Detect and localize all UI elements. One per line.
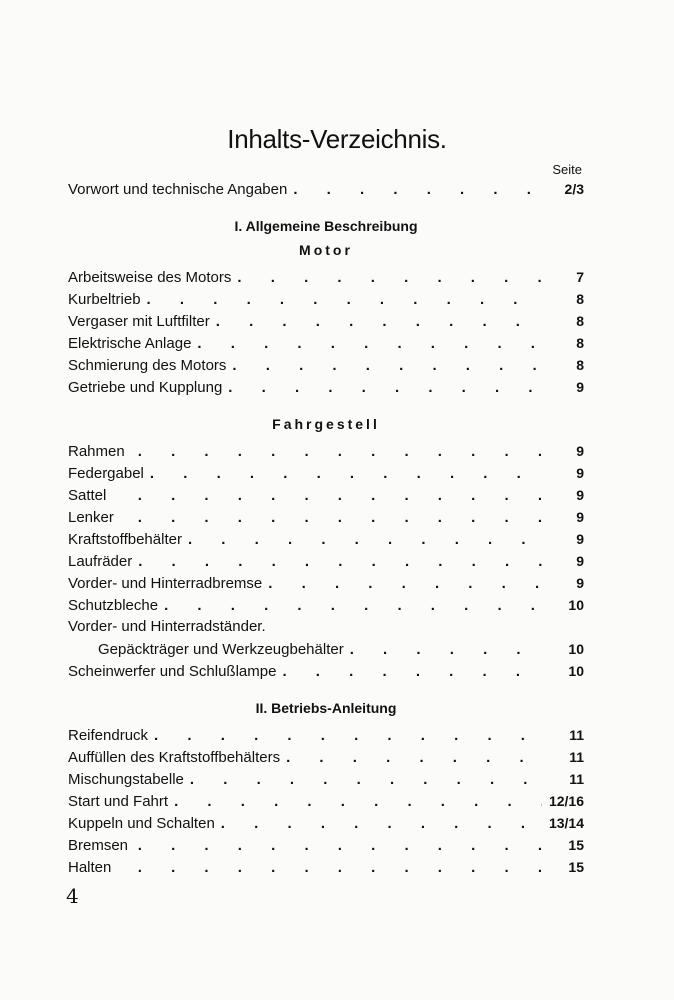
toc-entry-page: 10 bbox=[568, 663, 584, 679]
table-of-contents bbox=[68, 178, 584, 878]
toc-entry-page: 9 bbox=[576, 443, 584, 459]
page-number: 4 bbox=[66, 884, 79, 908]
toc-entry-label: Start und Fahrt bbox=[68, 793, 169, 810]
toc-entry bbox=[68, 856, 584, 878]
toc-entry bbox=[68, 354, 584, 376]
toc-entry-label: Getriebe und Kupplung bbox=[68, 379, 223, 396]
toc-entry-page: 10 bbox=[568, 597, 584, 613]
toc-entry-page: 11 bbox=[569, 771, 584, 787]
dot-leader bbox=[228, 377, 542, 399]
subsection-heading-fahrgestell: Fahrgestell bbox=[272, 416, 380, 432]
toc-entry-label: Halten bbox=[68, 859, 112, 876]
toc-entry-page: 8 bbox=[576, 357, 584, 373]
toc-entry bbox=[68, 310, 584, 332]
toc-entry bbox=[68, 550, 584, 572]
section-heading-betriebs-anleitung: II. Betriebs-Anleitung bbox=[255, 700, 397, 716]
toc-entry-label: Vorder- und Hinterradständer. bbox=[68, 618, 266, 635]
toc-entry bbox=[68, 376, 584, 398]
dot-leader bbox=[221, 813, 542, 835]
toc-entry-label: Reifendruck bbox=[68, 727, 149, 744]
toc-entry bbox=[68, 768, 584, 790]
toc-entry-label: Laufräder bbox=[68, 553, 133, 570]
toc-entry-label: Vorder- und Hinterradbremse bbox=[68, 575, 263, 592]
toc-entry-label: Arbeitsweise des Motors bbox=[68, 269, 232, 286]
toc-entry-label: Auffüllen des Kraftstoffbehälters bbox=[68, 749, 281, 766]
toc-entry-page: 9 bbox=[576, 509, 584, 525]
toc-entry-label: Elektrische Anlage bbox=[68, 335, 192, 352]
subsection-heading-motor: Motor bbox=[299, 242, 353, 258]
toc-entry bbox=[68, 572, 584, 594]
toc-entry bbox=[68, 266, 584, 288]
toc-entry-label: Vorwort und technische Angaben bbox=[68, 181, 288, 198]
toc-entry-page: 9 bbox=[576, 531, 584, 547]
toc-entry bbox=[68, 462, 584, 484]
dot-leader bbox=[232, 355, 542, 377]
toc-entry bbox=[68, 528, 584, 550]
toc-entry-page: 8 bbox=[576, 291, 584, 307]
toc-entry-label: Rahmen bbox=[68, 443, 125, 460]
toc-entry-page: 15 bbox=[568, 837, 584, 853]
toc-entry-page: 11 bbox=[569, 749, 584, 765]
dot-leader bbox=[216, 311, 542, 333]
toc-entry-staender-line2 bbox=[68, 638, 584, 660]
dot-leader bbox=[188, 529, 542, 551]
toc-entry-page: 15 bbox=[568, 859, 584, 875]
toc-entry bbox=[68, 812, 584, 834]
dot-leader bbox=[190, 769, 542, 791]
section-heading-allgemeine-beschreibung: I. Allgemeine Beschreibung bbox=[234, 218, 418, 234]
toc-entry-label: Federgabel bbox=[68, 465, 144, 482]
toc-entry bbox=[68, 594, 584, 616]
toc-entry-page: 2/3 bbox=[564, 181, 584, 197]
toc-entry-label: Schmierung des Motors bbox=[68, 357, 227, 374]
dot-leader bbox=[117, 857, 542, 879]
toc-entry-scheinwerfer bbox=[68, 660, 584, 682]
toc-entry-label: Kurbeltrieb bbox=[68, 291, 141, 308]
toc-entry-label: Sattel bbox=[68, 487, 107, 504]
dot-leader bbox=[268, 573, 542, 595]
toc-entry-page: 8 bbox=[576, 313, 584, 329]
toc-entry-label: Kraftstoffbehälter bbox=[68, 531, 182, 548]
dot-leader bbox=[138, 551, 542, 573]
toc-entry-page: 11 bbox=[569, 727, 584, 743]
toc-entry-page: 9 bbox=[576, 379, 584, 395]
toc-entry-label: Bremsen bbox=[68, 837, 129, 854]
toc-entry-page: 9 bbox=[576, 575, 584, 591]
toc-entry bbox=[68, 790, 584, 812]
dot-leader bbox=[197, 333, 542, 355]
toc-entry-staender-line1 bbox=[68, 616, 584, 638]
toc-entry-label: Vergaser mit Luftfilter bbox=[68, 313, 210, 330]
toc-entry bbox=[68, 288, 584, 310]
toc-entry-label: Kuppeln und Schalten bbox=[68, 815, 215, 832]
page-column-label: Seite bbox=[552, 162, 582, 177]
dot-leader bbox=[350, 639, 542, 661]
dot-leader bbox=[237, 267, 542, 289]
dot-leader bbox=[174, 791, 542, 813]
toc-entry bbox=[68, 440, 584, 462]
dot-leader bbox=[164, 595, 542, 617]
toc-entry bbox=[68, 724, 584, 746]
dot-leader bbox=[286, 747, 542, 769]
page-title: Inhalts-Verzeichnis. bbox=[227, 124, 447, 154]
dot-leader bbox=[154, 725, 542, 747]
dot-leader bbox=[150, 463, 542, 485]
toc-entry-page: 9 bbox=[576, 465, 584, 481]
toc-entry-page: 10 bbox=[568, 641, 584, 657]
toc-entry bbox=[68, 506, 584, 528]
dot-leader bbox=[120, 507, 542, 529]
dot-leader bbox=[131, 441, 542, 463]
toc-entry-label: Gepäckträger und Werkzeugbehälter bbox=[98, 641, 344, 658]
toc-entry bbox=[68, 332, 584, 354]
dot-leader bbox=[134, 835, 542, 857]
toc-entry bbox=[68, 746, 584, 768]
toc-entry bbox=[68, 484, 584, 506]
toc-entry-vorwort bbox=[68, 178, 584, 200]
toc-entry-label: Lenker bbox=[68, 509, 114, 526]
dot-leader bbox=[282, 661, 542, 683]
toc-entry-label: Scheinwerfer und Schlußlampe bbox=[68, 663, 277, 680]
toc-entry-page: 8 bbox=[576, 335, 584, 351]
toc-entry-page: 7 bbox=[576, 269, 584, 285]
toc-entry-label: Mischungstabelle bbox=[68, 771, 184, 788]
toc-entry-label: Schutzbleche bbox=[68, 597, 159, 614]
toc-entry-page: 9 bbox=[576, 553, 584, 569]
toc-entry-page: 13/14 bbox=[548, 815, 584, 831]
toc-entry-page: 9 bbox=[576, 487, 584, 503]
dot-leader bbox=[293, 179, 542, 201]
dot-leader bbox=[147, 289, 542, 311]
toc-entry bbox=[68, 834, 584, 856]
toc-entry-page: 12/16 bbox=[548, 793, 584, 809]
dot-leader bbox=[112, 485, 542, 507]
